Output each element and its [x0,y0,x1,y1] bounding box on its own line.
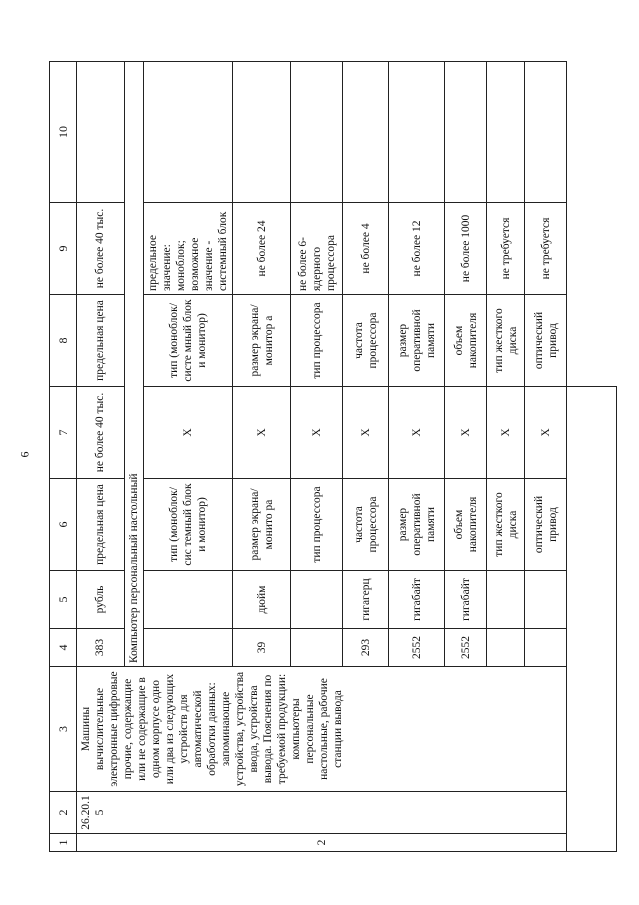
unit-name: гигабайт [389,571,445,629]
rotated-table-wrapper [49,62,589,852]
value-cell: не требуется [487,203,525,295]
unit-name [487,571,525,629]
header-cell: 5 [50,571,77,629]
table-row [77,62,125,852]
characteristic-cell: объем накопителя [445,479,487,571]
value-cell: не более 12 [389,203,445,295]
value-cell: не более 40 тыс. [77,203,125,295]
characteristic-cell: частота процессора [343,295,389,387]
row-number: 2 [77,834,567,852]
okei-code [144,629,233,667]
empty-cell [291,62,343,203]
value-cell: не более 6-ядерного процессора [291,203,343,295]
characteristic-cell: объем накопителя [445,295,487,387]
empty-cell [445,62,487,203]
characteristic-cell: частота процессора [343,479,389,571]
characteristic-cell: тип жесткого диска [487,295,525,387]
value-cell: X [233,387,291,479]
value-cell: X [144,387,233,479]
value-cell: X [343,387,389,479]
value-cell: X [525,387,567,479]
value-cell: предельное значение: моноблок; возможное значение - системный блок [144,203,233,295]
characteristic-cell: размер экрана/монито ра [233,479,291,571]
characteristic-cell: предельная цена [77,295,125,387]
table-row [567,62,617,852]
okei-code: 39 [233,629,291,667]
okei-code: 383 [77,629,125,667]
value-cell: X [389,387,445,479]
value-cell: не требуется [525,203,567,295]
characteristic-cell: тип жесткого диска [487,479,525,571]
characteristic-cell: размер оперативной памяти [389,295,445,387]
unit-name [525,571,567,629]
page-number: 6 [17,451,32,458]
empty-cell [144,62,233,203]
header-cell: 4 [50,629,77,667]
product-name: Машины вычислительные электронные цифровые прочие, содержащие или не содержащие в одном корпусе одно или два из следующих устройств для автоматической обработки данных: запоминающие устройства, устройства ввода, устройства вывода. Пояснения по требуемой продукции: компьютеры персональные настольные, рабочие станции вывода [77,667,567,792]
value-cell: не более 40 тыс. [77,387,125,479]
header-cell: 1 [50,834,77,852]
value-cell: не более 4 [343,203,389,295]
empty-cell [233,62,291,203]
okpd-code: 26.20.1 5 [77,792,567,834]
header-cell: 8 [50,295,77,387]
characteristic-cell: тип (моноблок/сис темный блок и монитор) [144,479,233,571]
value-cell: X [445,387,487,479]
empty-cell [77,62,125,203]
characteristic-cell: тип процессора [291,479,343,571]
unit-name: дюйм [233,571,291,629]
unit-name: гигабайт [445,571,487,629]
empty-cell [389,62,445,203]
unit-name: гигагерц [343,571,389,629]
okei-code [525,629,567,667]
okei-code: 2552 [445,629,487,667]
unit-name [144,571,233,629]
characteristic-cell: размер оперативной памяти [389,479,445,571]
value-cell: не более 1000 [445,203,487,295]
characteristic-cell: оптический привод [525,295,567,387]
value-cell: не более 24 [233,203,291,295]
header-cell: 9 [50,203,77,295]
characteristic-cell: оптический привод [525,479,567,571]
header-cell: 6 [50,479,77,571]
value-cell: X [487,387,525,479]
unit-name: рубль [77,571,125,629]
characteristic-cell: размер экрана/монитор а [233,295,291,387]
unit-name [291,571,343,629]
empty-cell [343,62,389,203]
characteristic-cell: тип процессора [291,295,343,387]
header-cell: 3 [50,667,77,792]
okei-code [487,629,525,667]
empty-cell [567,387,617,852]
empty-cell [525,62,567,203]
characteristic-cell: предельная цена [77,479,125,571]
characteristic-cell: тип (моноблок/систе мный блок и монитор) [144,295,233,387]
empty-cell [487,62,525,203]
header-cell: 7 [50,387,77,479]
okei-code [291,629,343,667]
okei-code: 293 [343,629,389,667]
section-title: Компьютер персональный настольный [125,62,144,667]
header-cell: 2 [50,792,77,834]
okei-code: 2552 [389,629,445,667]
requirements-table [49,61,617,852]
header-row [50,62,77,852]
header-cell: 10 [50,62,77,203]
value-cell: X [291,387,343,479]
